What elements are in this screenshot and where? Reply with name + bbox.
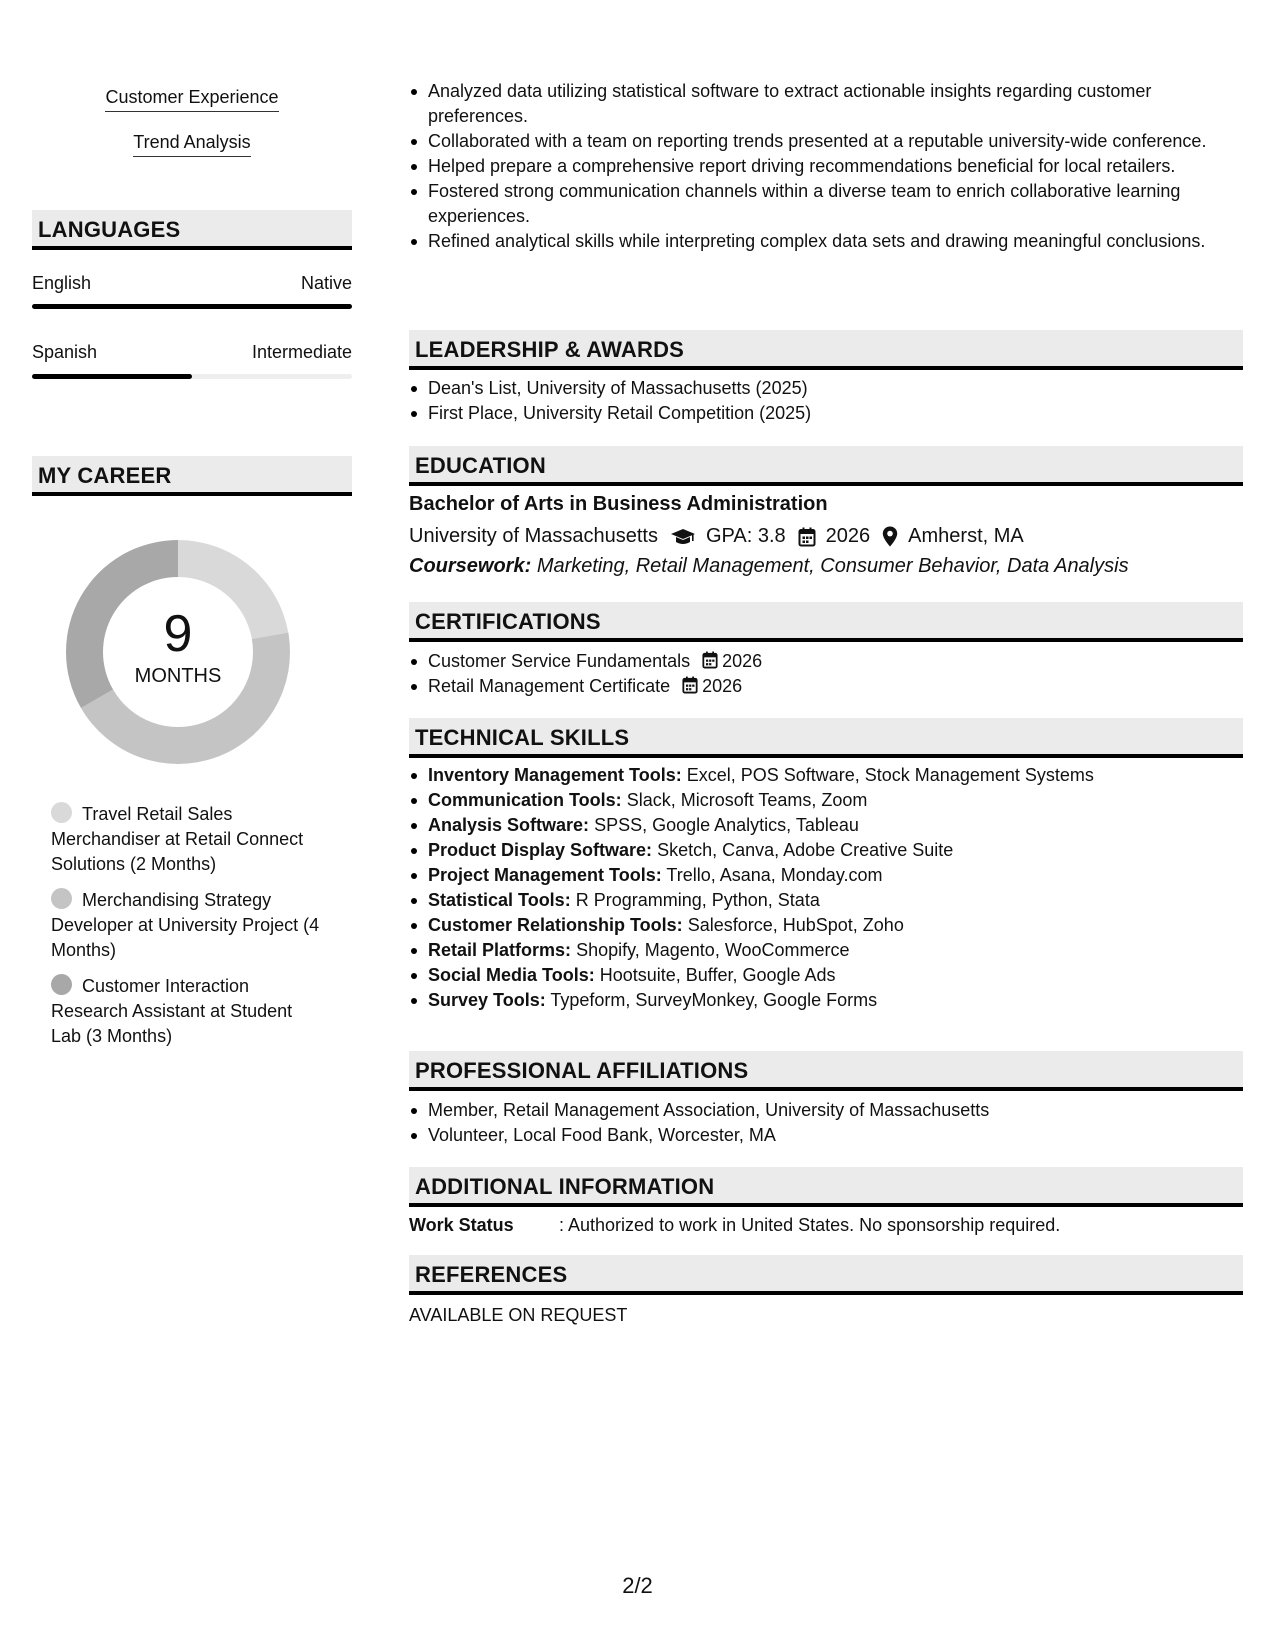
list-item — [409, 813, 1243, 838]
education-gpa: GPA: 3.8 — [705, 525, 786, 547]
skill-values: SPSS, Google Analytics, Tableau — [594, 815, 859, 835]
technical-skills-list — [409, 763, 1243, 1013]
skill-values: Shopify, Magento, WooCommerce — [576, 940, 850, 960]
language-proficiency-bar — [32, 374, 352, 379]
skill-category: Product Display Software: — [428, 840, 653, 860]
list-item — [409, 838, 1243, 863]
cert-year: 2026 — [722, 651, 763, 671]
affiliations-heading: PROFESSIONAL AFFILIATIONS — [409, 1051, 1243, 1091]
references-heading: REFERENCES — [409, 1255, 1243, 1295]
skill-category: Retail Platforms: — [428, 940, 572, 960]
career-legend-dot — [51, 974, 72, 995]
list-item: Helped prepare a comprehensive report driving recommendations beneficial for local retailers. — [409, 154, 1243, 179]
awards-heading: LEADERSHIP & AWARDS — [409, 330, 1243, 370]
education-heading: EDUCATION — [409, 446, 1243, 486]
list-item — [409, 888, 1243, 913]
skill-values: Excel, POS Software, Stock Management Systems — [686, 765, 1094, 785]
skill-category: Communication Tools: — [428, 790, 622, 810]
list-item: Analyzed data utilizing statistical software to extract actionable insights regarding customer preferences. — [409, 79, 1243, 129]
page-number: 2/2 — [622, 1573, 653, 1598]
skill-values: Trello, Asana, Monday.com — [666, 865, 883, 885]
skill-category: Inventory Management Tools: — [428, 765, 682, 785]
coursework-value: Marketing, Retail Management, Consumer Behavior, Data Analysis — [536, 555, 1129, 577]
technical-skills-heading: TECHNICAL SKILLS — [409, 718, 1243, 758]
language-level: Native — [300, 273, 352, 293]
career-item — [51, 974, 326, 1049]
career-item — [51, 802, 326, 877]
references-text: AVAILABLE ON REQUEST — [409, 1305, 628, 1325]
skill-tag[interactable] — [32, 86, 352, 112]
skill-tag-label: Customer Experience — [105, 86, 278, 112]
language-proficiency-fill — [32, 374, 192, 379]
career-legend-dot — [51, 802, 72, 823]
skill-values: Sketch, Canva, Adobe Creative Suite — [657, 840, 954, 860]
cert-name: Customer Service Fundamentals — [428, 651, 691, 671]
calendar-icon — [798, 527, 816, 547]
list-item — [409, 863, 1243, 888]
certifications-list — [409, 649, 1243, 699]
list-item — [409, 649, 1243, 674]
skill-values: Salesforce, HubSpot, Zoho — [687, 915, 904, 935]
education-year: 2026 — [825, 525, 871, 547]
list-item: Refined analytical skills while interpreting complex data sets and drawing meaningful conclusions. — [409, 229, 1243, 254]
languages-heading: LANGUAGES — [32, 210, 352, 250]
language-name: Spanish — [32, 342, 98, 362]
language-name: English — [32, 273, 92, 293]
career-heading: MY CAREER — [32, 456, 352, 496]
education-coursework — [409, 555, 1129, 578]
list-item — [409, 938, 1243, 963]
list-item — [409, 913, 1243, 938]
education-school: University of Massachusetts — [409, 525, 658, 547]
graduation-cap-icon — [670, 528, 696, 546]
calendar-icon — [702, 651, 718, 669]
experience-bullets — [409, 79, 1243, 254]
list-item: Fostered strong communication channels within a diverse team to enrich collaborative learning experiences. — [409, 179, 1243, 229]
list-item: Volunteer, Local Food Bank, Worcester, MA — [409, 1123, 1243, 1148]
work-status-value: : Authorized to work in United States. No sponsorship required. — [559, 1215, 1061, 1235]
work-status-row — [409, 1215, 1060, 1236]
skill-tag[interactable] — [32, 131, 352, 157]
awards-list — [409, 376, 1243, 426]
skill-values: Slack, Microsoft Teams, Zoom — [626, 790, 868, 810]
list-item — [409, 988, 1243, 1013]
career-item-label: Merchandising Strategy Developer at University Project (4 Months) — [51, 890, 320, 960]
list-item — [409, 963, 1243, 988]
language-proficiency-bar — [32, 304, 352, 309]
skill-tag-label: Trend Analysis — [133, 131, 250, 157]
skill-category: Statistical Tools: — [428, 890, 571, 910]
list-item — [409, 763, 1243, 788]
career-donut-center — [66, 540, 290, 764]
education-details — [409, 525, 1024, 548]
list-item — [409, 674, 1243, 699]
skill-values: Typeform, SurveyMonkey, Google Forms — [550, 990, 878, 1010]
language-proficiency-fill — [32, 304, 352, 309]
career-donut-chart — [66, 540, 290, 764]
list-item — [409, 788, 1243, 813]
list-item: Collaborated with a team on reporting trends presented at a reputable university-wide conference. — [409, 129, 1243, 154]
career-item-label: Travel Retail Sales Merchandiser at Retail Connect Solutions (2 Months) — [51, 804, 304, 874]
career-unit: MONTHS — [134, 665, 222, 687]
language-row — [32, 273, 352, 294]
map-pin-icon — [882, 526, 898, 547]
skill-category: Project Management Tools: — [428, 865, 662, 885]
skill-category: Social Media Tools: — [428, 965, 595, 985]
certifications-heading: CERTIFICATIONS — [409, 602, 1243, 642]
skill-category: Customer Relationship Tools: — [428, 915, 683, 935]
cert-name: Retail Management Certificate — [428, 676, 671, 696]
skill-values: R Programming, Python, Stata — [575, 890, 820, 910]
education-location: Amherst, MA — [908, 525, 1024, 547]
skill-values: Hootsuite, Buffer, Google Ads — [599, 965, 836, 985]
skill-category: Survey Tools: — [428, 990, 546, 1010]
skill-category: Analysis Software: — [428, 815, 590, 835]
additional-info-heading: ADDITIONAL INFORMATION — [409, 1167, 1243, 1207]
career-total: 9 — [163, 605, 193, 663]
list-item: Member, Retail Management Association, University of Massachusetts — [409, 1098, 1243, 1123]
coursework-label: Coursework: — [409, 555, 532, 577]
list-item: First Place, University Retail Competition (2025) — [409, 401, 1243, 426]
career-item-label: Customer Interaction Research Assistant at Student Lab (3 Months) — [51, 976, 293, 1046]
affiliations-list — [409, 1098, 1243, 1148]
language-level: Intermediate — [251, 342, 352, 362]
career-item — [51, 888, 326, 963]
calendar-icon — [682, 676, 698, 694]
career-legend-dot — [51, 888, 72, 909]
language-row — [32, 342, 352, 363]
cert-year: 2026 — [702, 676, 743, 696]
education-degree: Bachelor of Arts in Business Administration — [409, 493, 828, 515]
list-item: Dean's List, University of Massachusetts (2025) — [409, 376, 1243, 401]
work-status-label: Work Status — [409, 1215, 514, 1235]
